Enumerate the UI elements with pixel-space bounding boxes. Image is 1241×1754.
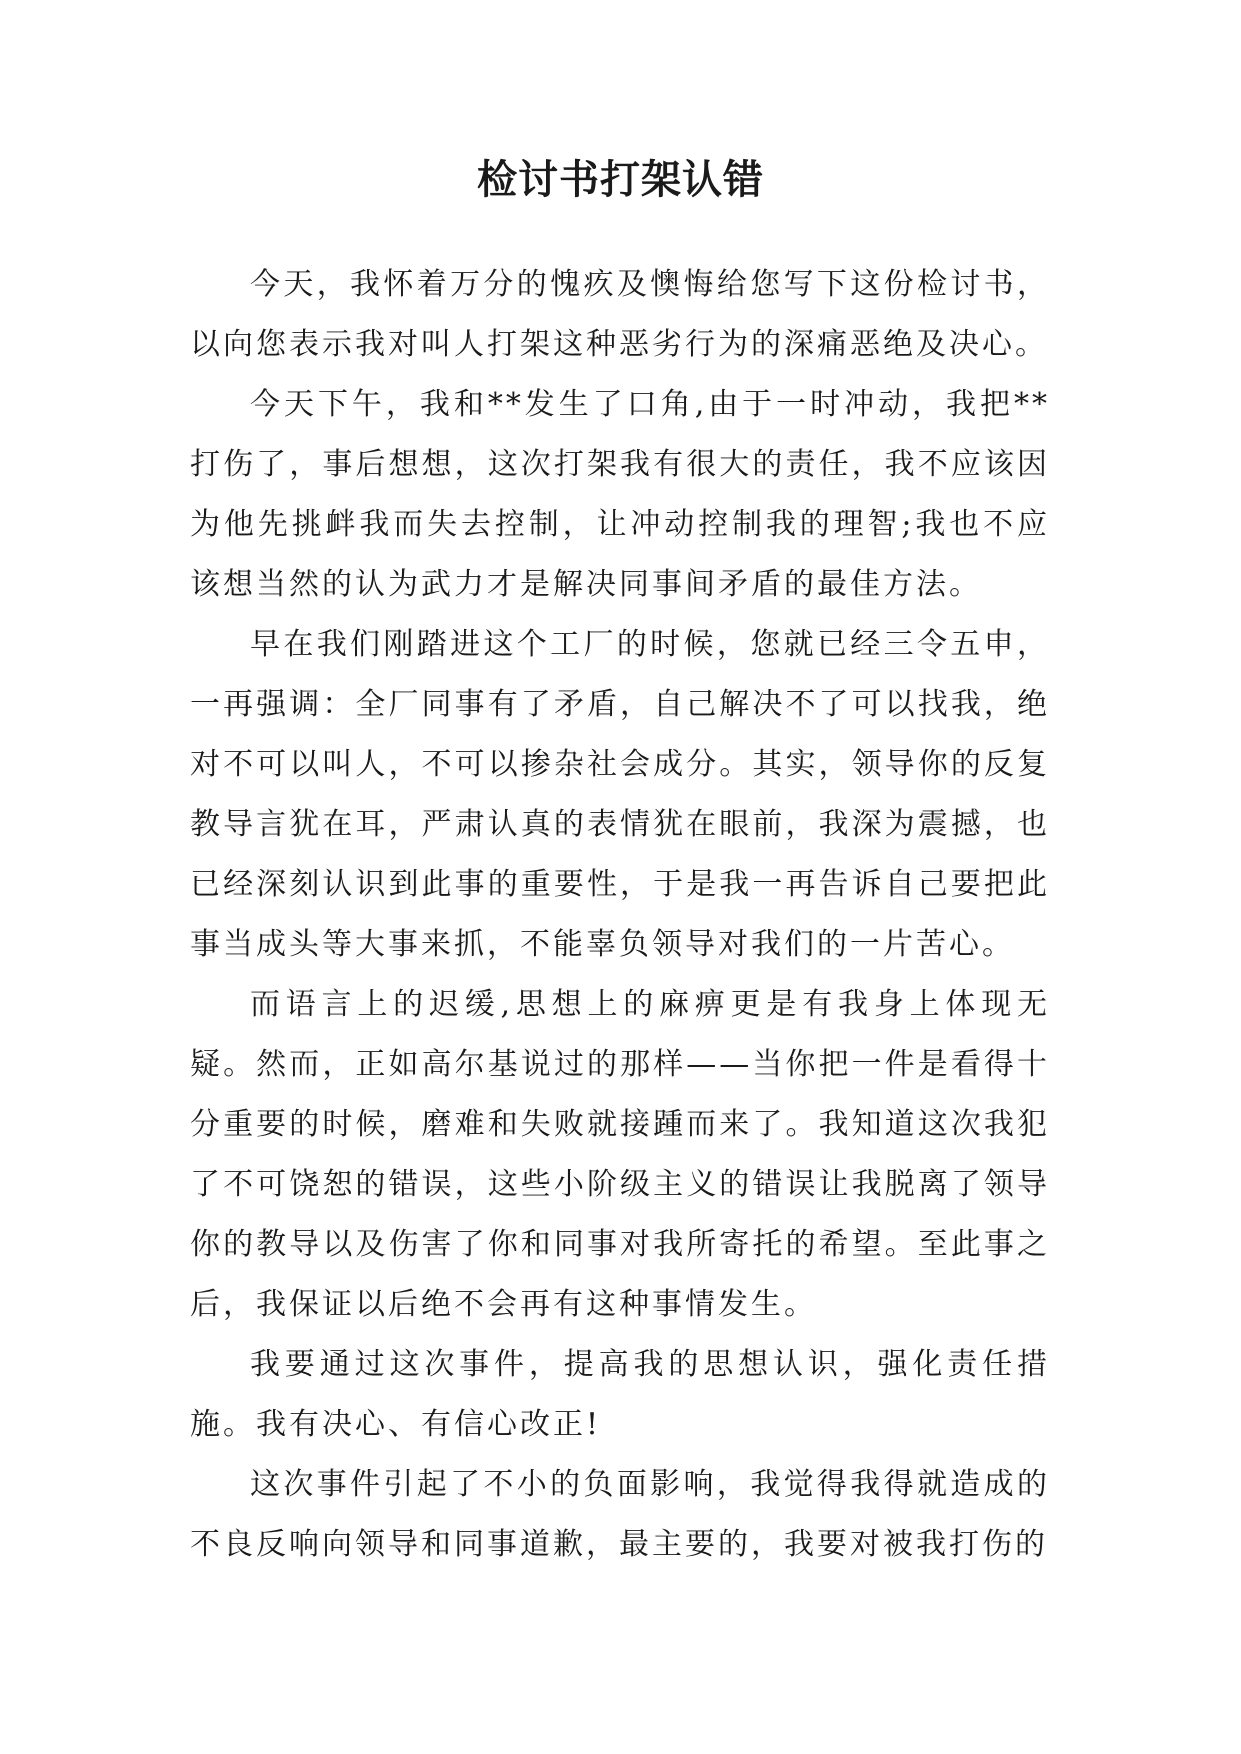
paragraph: 这次事件引起了不小的负面影响，我觉得我得就造成的不良反响向领导和同事道歉，最主要的，我要对被我打伤的	[190, 1467, 1050, 1562]
paragraph: 而语言上的迟缓,思想上的麻痹更是有我身上体现无疑。然而，正如高尔基说过的那样——当你把一件是看得十分重要的时候，磨难和失败就接踵而来了。我知道这次我犯了不可饶恕的错误，这些小阶级主义的错误让我脱离了领导你的教导以及伤害了你和同事对我所寄托的希望。至此事之后，我保证以后绝不会再有这种事情发生。	[190, 987, 1050, 1322]
paragraph: 今天下午，我和**发生了口角,由于一时冲动，我把**打伤了，事后想想，这次打架我有很大的责任，我不应该因为他先挑衅我而失去控制，让冲动控制我的理智;我也不应该想当然的认为武力才是解决同事间矛盾的最佳方法。	[190, 387, 1050, 602]
paragraph: 我要通过这次事件，提高我的思想认识，强化责任措施。我有决心、有信心改正!	[190, 1347, 1050, 1442]
paragraph: 早在我们刚踏进这个工厂的时候，您就已经三令五申，一再强调：全厂同事有了矛盾，自己解决不了可以找我，绝对不可以叫人，不可以掺杂社会成分。其实，领导你的反复教导言犹在耳，严肃认真的表情犹在眼前，我深为震撼，也已经深刻认识到此事的重要性，于是我一再告诉自己要把此事当成头等大事来抓，不能辜负领导对我们的一片苦心。	[190, 627, 1050, 962]
document-body	[190, 255, 1050, 1575]
document-title: 检讨书打架认错	[477, 156, 764, 203]
paragraph: 今天，我怀着万分的愧疚及懊悔给您写下这份检讨书，以向您表示我对叫人打架这种恶劣行为的深痛恶绝及决心。	[190, 267, 1050, 362]
